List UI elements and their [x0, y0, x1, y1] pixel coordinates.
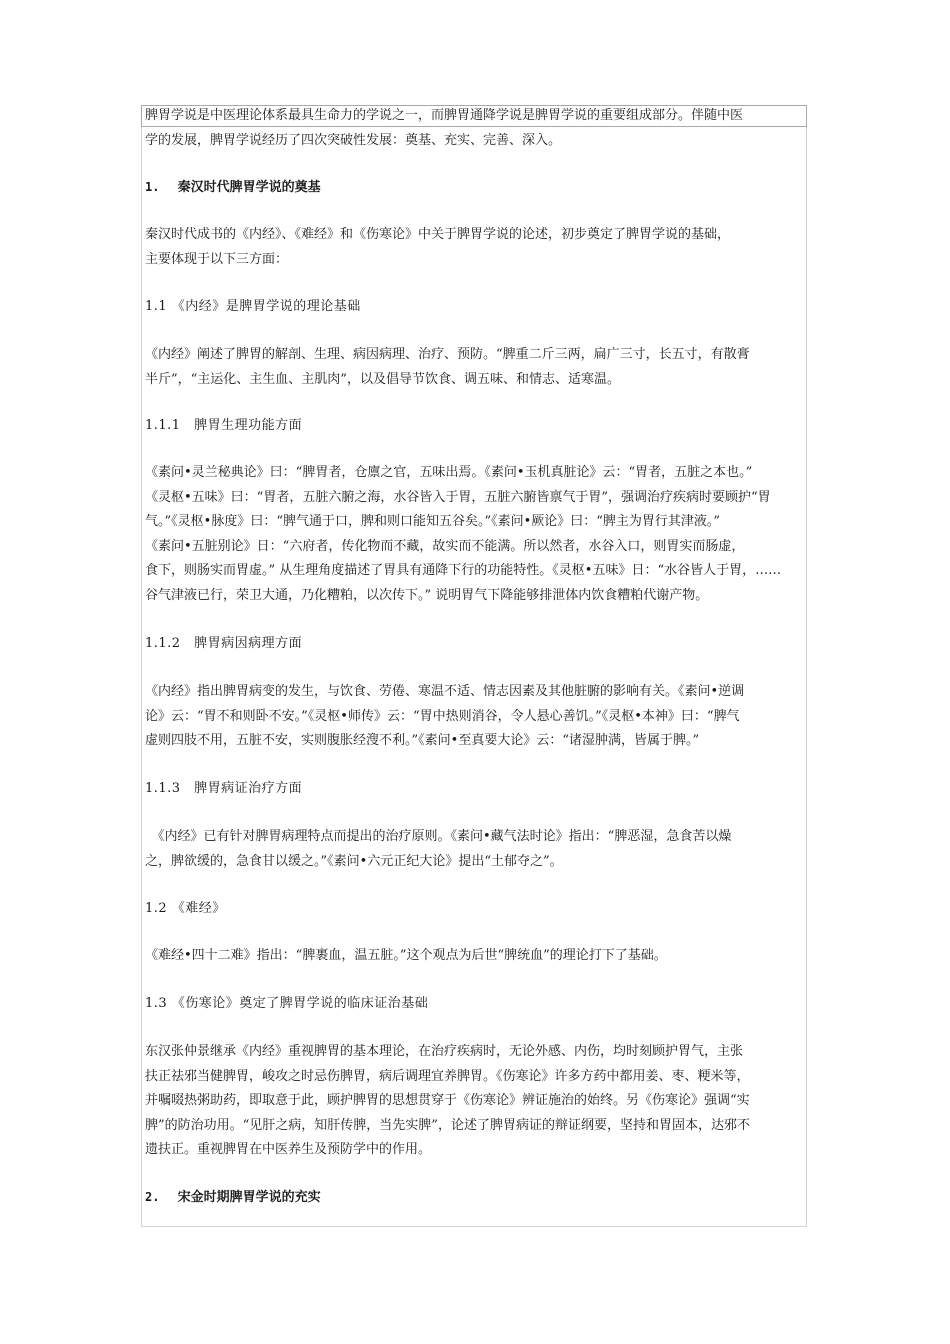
- section-2-title: 宋金时期脾胃学说的充实: [177, 1190, 321, 1205]
- section-2-heading: [145, 1185, 805, 1211]
- section-1-number: 1.: [145, 180, 160, 194]
- section-1-title: 秦汉时代脾胃学说的奠基: [177, 180, 321, 195]
- section-1-3-line-1: 东汉张仲景继承《内经》重视脾胃的基本理论，在治疗疾病时，无论外感、内伤，均时刻顾护胃气，主张: [145, 1044, 744, 1059]
- section-1-3-line-4: 脾”的防治功用。“见肝之病，知肝传脾，当先实脾”，论述了脾胃病证的辩证纲要，坚持和胃固本，达邪不: [145, 1117, 750, 1133]
- section-1-1-paragraph: [145, 343, 805, 392]
- section-1-3-heading: 1.3 《伤寒论》奠定了脾胃学说的临床证治基础: [145, 996, 429, 1011]
- section-1-1-1-line-4: 《素问•五脏别论》日：“六府者，传化物而不藏，故实而不能满。所以然者，水谷入口，则胃实而肠虚，: [145, 538, 745, 554]
- section-1-1-1-line-1: 《素问•灵兰秘典论》曰：“脾胃者，仓廪之官，五味出焉。《素问•玉机真脏论》云：“胃者，五脏之本也。”: [145, 465, 753, 480]
- section-1-1-1-paragraph: [145, 461, 805, 608]
- section-1-3-line-2: 扶正祛邪当健脾胃，峻攻之时忌伤脾胃，病后调理宜养脾胃。《伤寒论》许多方药中都用姜、枣、粳米等，: [145, 1068, 750, 1084]
- section-1-2-heading: 1.2 《难经》: [145, 901, 226, 916]
- section-1-intro-line-1: 秦汉时代成书的《内经》、《难经》和《伤寒论》中关于脾胃学说的论述，初步奠定了脾胃学说的基础，: [145, 227, 731, 242]
- section-1-1-2-line-1: 《内经》指出脾胃病变的发生，与饮食、劳倦、寒温不适、情志因素及其他脏腑的影响有关。《素问•逆调: [145, 684, 745, 699]
- intro-paragraph: [145, 104, 805, 153]
- section-1-1-line-1: 《内经》阐述了脾胃的解剖、生理、病因病理、治疗、预防。“脾重二斤三两，扁广三寸，长五寸，有散膏: [145, 347, 750, 362]
- section-1-1-1-heading: 1.1.1 脾胃生理功能方面: [145, 418, 303, 433]
- section-1-1-3-line-1: 《内经》已有针对脾胃病理特点而提出的治疗原则。《素问•藏气法时论》指出：“脾恶湿，急食苦以燥: [145, 829, 732, 844]
- section-1-1-3-line-2: 之，脾欲缓的，急食甘以缓之。”《素问•六元正纪大论》提出“土郁夺之”。: [145, 853, 563, 869]
- section-2-number: 2.: [145, 1190, 160, 1204]
- section-1-1-2-line-3: 虚则四肢不用，五脏不安，实则腹胀经溲不利。”《素问•至真要大论》云：“诸湿肿满，皆属于脾。”: [145, 733, 700, 748]
- section-1-1-1-line-3: 气。”《灵枢•脉度》曰：“脾气通于口，脾和则口能知五谷矣。”《素问•厥论》曰：“脾主为胃行其津液。”: [145, 514, 721, 529]
- section-1-1-2-paragraph: [145, 680, 805, 754]
- section-1-1-1-line-5: 食下，则肠实而胃虚。” 从生理角度描述了胃具有通降下行的功能特性。《灵枢•五味》日：“水谷皆人于胃，……: [145, 563, 782, 578]
- section-1-1-1-line-6: 谷气津液已行，荣卫大通，乃化糟粕，以次传下。” 说明胃气下降能够排泄体内饮食糟粕代谢产物。: [145, 587, 709, 603]
- intro-line-1: 脾胃学说是中医理论体系最具生命力的学说之一，而脾胃通降学说是脾胃学说的重要组成部分。伴随中医: [145, 108, 744, 123]
- section-1-3-line-3: 并嘱啜热粥助药，即取意于此，顾护脾胃的思想贯穿于《伤寒论》辨证施治的始终。另《伤寒论》强调“实: [145, 1093, 750, 1108]
- section-1-intro: [145, 223, 805, 272]
- section-1-3-paragraph: [145, 1040, 805, 1163]
- section-1-1-line-2: 半斤”，“主运化、主生血、主肌肉”，以及倡导节饮食、调五味、和情志、适寒温。: [145, 371, 620, 387]
- section-1-1-3-heading: 1.1.3 脾胃病证治疗方面: [145, 781, 303, 796]
- section-1-1-3-paragraph: [145, 825, 805, 874]
- section-1-intro-line-2: 主要体现于以下三方面：: [145, 251, 289, 267]
- section-1-1-2-line-2: 论》云：“胃不和则卧不安。”《灵枢•师传》云：“胃中热则消谷，令人悬心善饥。”《灵枢•本神》曰：“脾气: [145, 708, 740, 724]
- section-1-1-2-heading: 1.1.2 脾胃病因病理方面: [145, 636, 303, 651]
- section-1-heading: [145, 175, 805, 201]
- section-1-1-heading: 1.1 《内经》是脾胃学说的理论基础: [145, 299, 361, 314]
- section-1-1-1-line-2: 《灵枢•五味》曰：“胃者，五脏六腑之海，水谷皆入于胃，五脏六腑皆禀气于胃”，强调治疗疾病时要顾护“胃: [145, 489, 771, 505]
- section-1-2-paragraph: [145, 944, 805, 969]
- section-1-2-line-1: 《难经•四十二难》指出：“脾裹血，温五脏。”这个观点为后世“脾统血”的理论打下了基础。: [145, 948, 667, 963]
- intro-line-2: 学的发展，脾胃学说经历了四次突破性发展：奠基、充实、完善、深入。: [145, 132, 562, 148]
- section-1-3-line-5: 遗扶正。重视脾胃在中医养生及预防学中的作用。: [145, 1142, 432, 1157]
